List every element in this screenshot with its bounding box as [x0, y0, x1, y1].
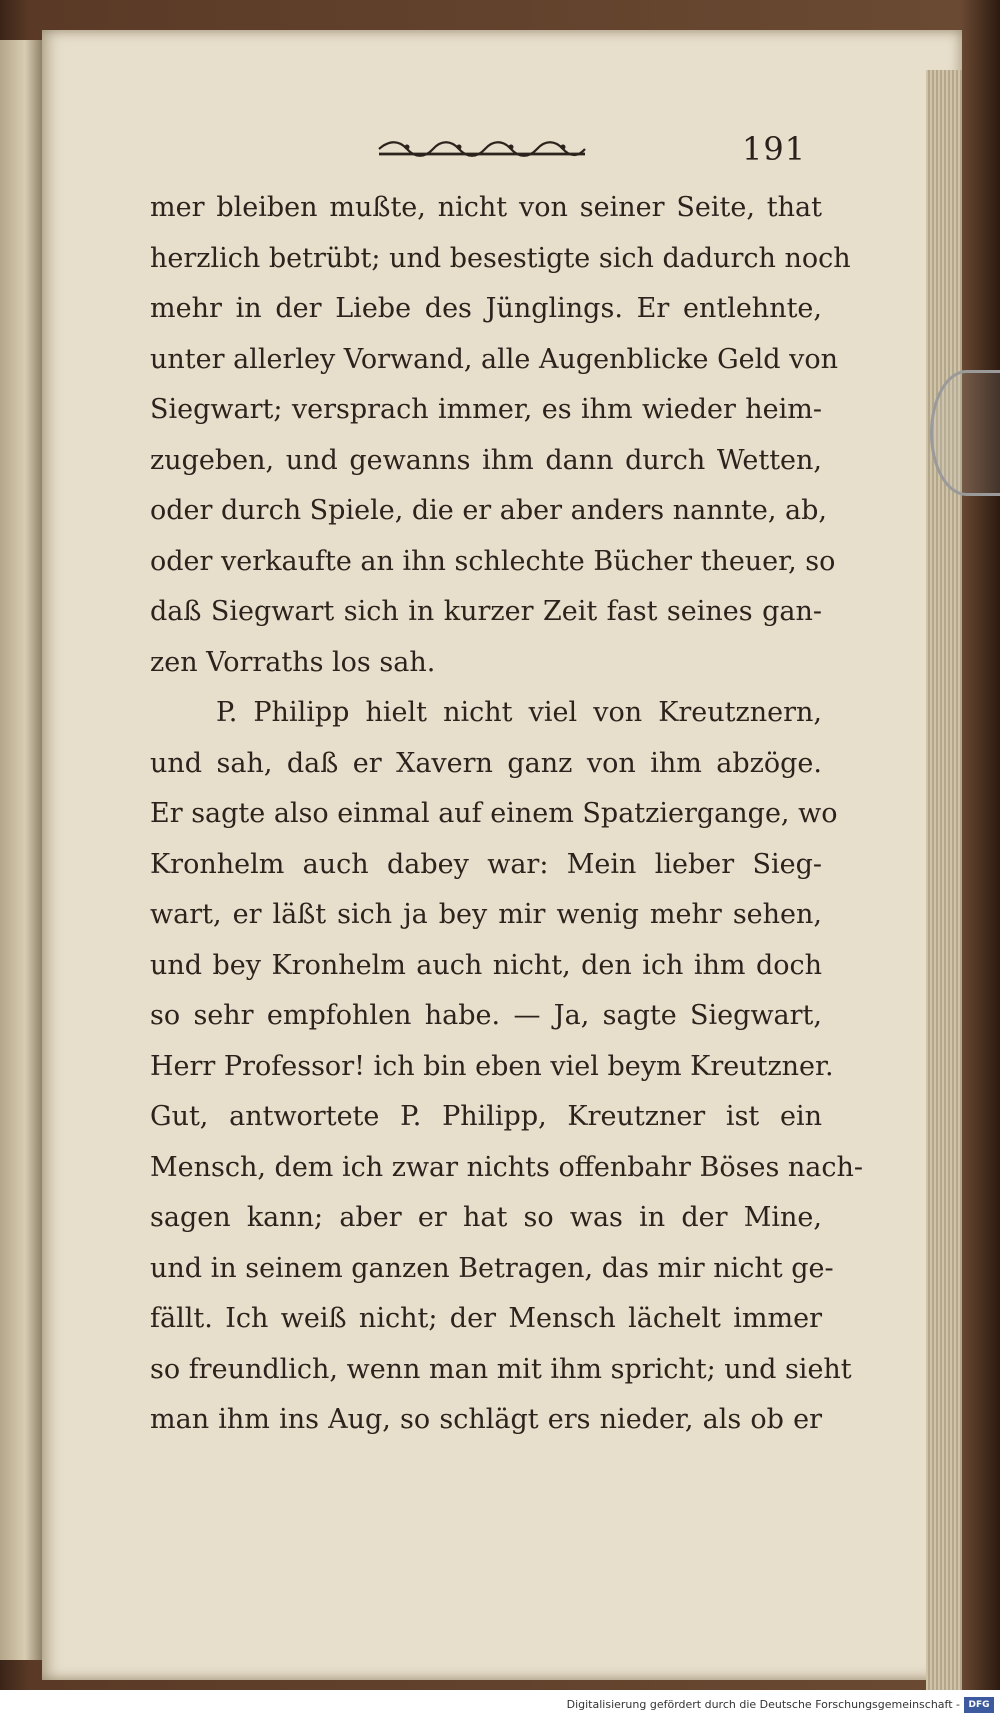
text-line: man ihm ins Aug, so schlägt ers nieder, als ob er [150, 1404, 822, 1435]
left-page-edge [0, 40, 42, 1660]
text-line: oder verkaufte an ihn schlechte Bücher theuer, so [150, 545, 836, 577]
page-number: 191 [742, 130, 807, 168]
funding-credit: Digitalisierung gefördert durch die Deutsche Forschungsgemeinschaft - [566, 1698, 960, 1711]
text-line: zugeben, und gewanns ihm dann durch Wetten, [150, 444, 822, 476]
text-line: Mensch, dem ich zwar nichts offenbahr Böses nach- [150, 1151, 864, 1183]
text-line: Siegwart; versprach immer, es ihm wieder heim- [150, 394, 822, 425]
text-line: Gut, antwortete P. Philipp, Kreutzner ist ein [150, 1101, 822, 1132]
text-line: und in seinem ganzen Betragen, das mir nicht ge- [150, 1252, 834, 1284]
text-line: und sah, daß er Xavern ganz von ihm abzöge. [150, 747, 822, 779]
text-line: zen Vorraths los sah. [150, 646, 436, 678]
dfg-logo-icon: DFG [964, 1697, 994, 1713]
text-line: unter allerley Vorwand, alle Augenblicke Geld von [150, 343, 839, 375]
body-text [150, 183, 864, 1446]
page-stack-edge [926, 70, 962, 1710]
text-line: sagen kann; aber er hat so was in der Mine, [150, 1202, 822, 1233]
text-line: Er sagte also einmal auf einem Spatziergange, wo [150, 798, 838, 829]
text-line: Herr Professor! ich bin eben viel beym Kreutzner. [150, 1050, 834, 1082]
text-line: fällt. Ich weiß nicht; der Mensch lächelt immer [150, 1303, 822, 1334]
footer-bar [0, 1690, 1000, 1723]
text-line: und bey Kronhelm auch nicht, den ich ihm doch [150, 949, 822, 981]
text-line: so freundlich, wenn man mit ihm spricht; und sieht [150, 1353, 852, 1385]
text-line: herzlich betrübt; und besestigte sich dadurch noch [150, 242, 851, 274]
text-line: daß Siegwart sich in kurzer Zeit fast seines gan- [150, 596, 822, 627]
text-line: P. Philipp hielt nicht viel von Kreutznern, [216, 697, 822, 728]
text-line: oder durch Spiele, die er aber anders nannte, ab, [150, 495, 827, 526]
header-ornament-icon [377, 138, 587, 160]
text-line: Kronhelm auch dabey war: Mein lieber Sieg- [150, 848, 822, 880]
text-line: mehr in der Liebe des Jünglings. Er entlehnte, [150, 293, 822, 324]
text-line: so sehr empfohlen habe. — Ja, sagte Siegwart, [150, 1000, 822, 1031]
text-line: wart, er läßt sich ja bey mir wenig mehr sehen, [150, 899, 822, 930]
bookmark-clip [930, 370, 1000, 496]
text-line: mer bleiben mußte, nicht von seiner Seite, that [150, 192, 822, 223]
